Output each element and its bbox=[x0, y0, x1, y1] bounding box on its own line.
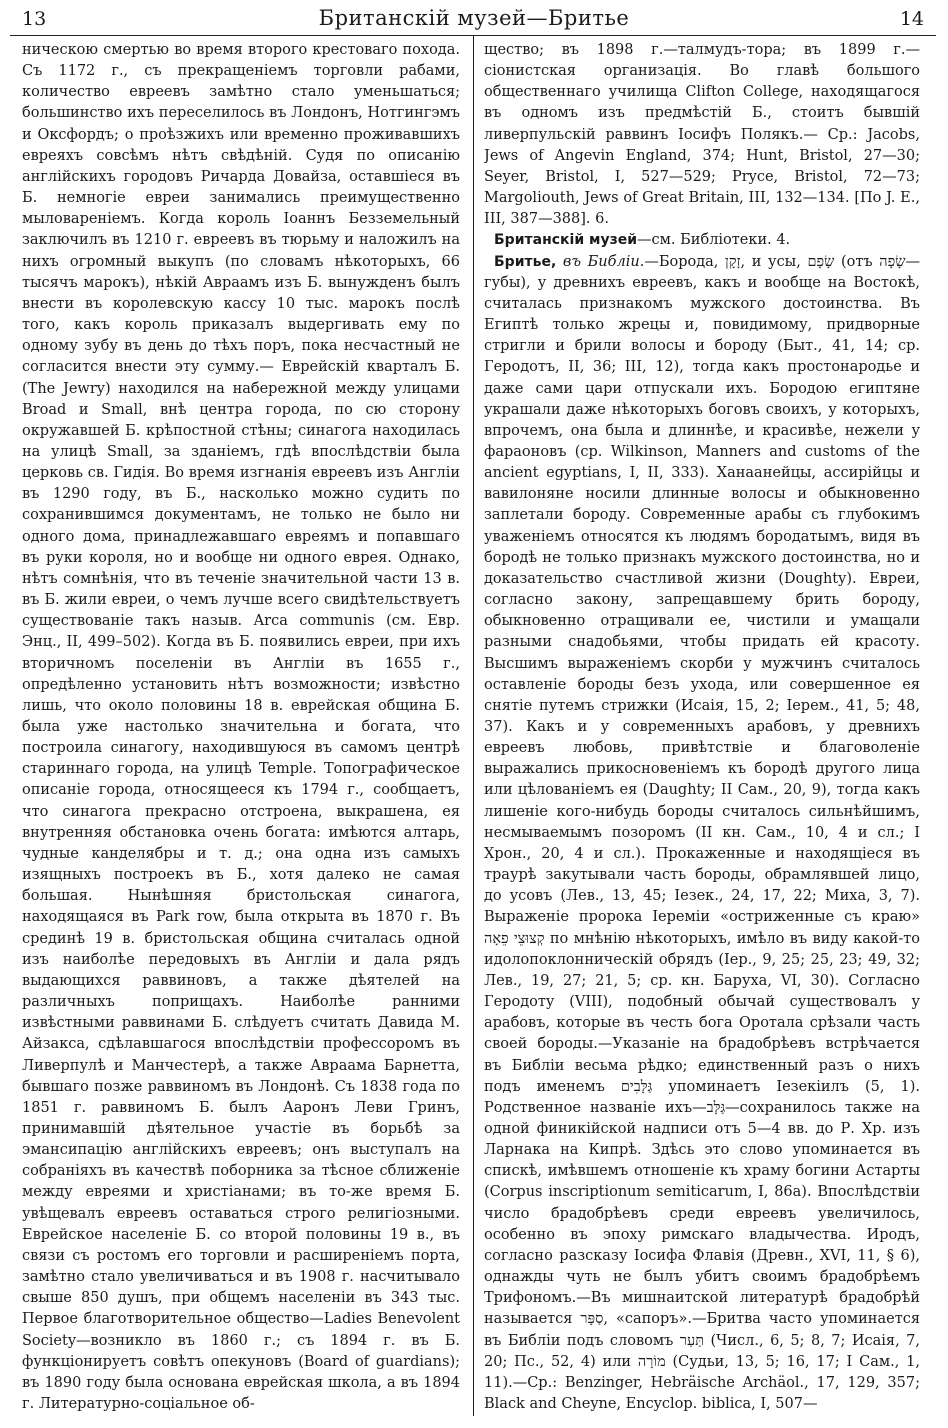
entry-shaving bbox=[484, 252, 920, 1416]
entry-headword: Британскій музей bbox=[494, 232, 638, 249]
right-page-number: 14 bbox=[899, 8, 924, 30]
entry-subhead: въ Библіи. bbox=[562, 253, 645, 270]
entry-headword: Бритье, bbox=[494, 253, 557, 270]
column-divider bbox=[473, 36, 474, 1416]
page-header bbox=[0, 4, 948, 34]
entry-text: —Борода, זָקָן, и усы, שָׂפָם (отъ שָׂפָה—губы), у древнихъ евреевъ, какъ и вообще на Востокѣ, считалась признакомъ мужского достоинства. Въ Египтѣ только жрецы и, повидимому, придворные стригли и брили волосы и бороду (Быт., 41, 14; ср. Геродотъ, II, 36; III, 12), тогда какъ простонародье и даже сами цари отпускали ихъ. Бородою египтяне украшали даже нѣкоторыхъ боговъ своихъ, у которыхъ, впрочемъ, она была и длиннѣе, и красивѣе, нежели у фараоновъ (ср. Wilkinson, Manners and customs of the ancient egyptians, I, II, 333). Ханаанейцы, ассирійцы и вавилоняне носили длинные волосы и обыкновенно заплетали бороду. Современные арабы съ глубокимъ уваженіемъ относятся къ людямъ бородатымъ, видя въ бородѣ не только признакъ мужского достоинства, но и доказательство счастливой жизни (Doughty). Евреи, согласно закону, запрещавшему брить бороду, обыкновенно отращивали ее, чистили и умащали разными снадобьями, чтобы придать ей красоту. Высшимъ выраженіемъ скорби у мужчинъ считалось оставленіе бороды безъ ухода, или совершенное ея снятіе путемъ стрижки (Исаія, 15, 2; Іерем., 41, 5; 48, 37). Какъ и у современныхъ арабовъ, у древнихъ евреевъ любовь, привѣтствіе и благоволеніе выражались прикосновеніемъ къ бородѣ другого лица или цѣлованіемъ ея (Daughty; II Сам., 20, 9), тогда какъ лишеніе кого-нибудь бороды считалось сильнѣйшимъ, несмываемымъ позоромъ (II кн. Сам., 10, 4 и сл.; I Хрон., 20, 4 и сл.). Прокаженные и находящіеся въ траурѣ закутывали часть бороды, обрамлявшей лицо, до усовъ (Лев., 13, 45; Іезек., 24, 17, 22; Миха, 3, 7). Выраженіе пророка Іереміи «остриженные съ краю» קְצוּצֵי פֵאָה по мнѣнію нѣкоторыхъ, имѣло въ виду какой-то идолопоклонническій обрядъ (Іер., 9, 25; 25, 23; 49, 32; Лев., 19, 27; 21, 5; ср. кн. Баруха, VI, 30). Согласно Геродоту (VIII), подобный обычай существовалъ у арабовъ, которые въ честь бога Оротала срѣзали часть своей бороды.—Указаніе на брадобрѣевъ встрѣчается въ Библіи весьма рѣдко; единственный разъ о нихъ подъ именемъ גַּלָּבִים упоминаетъ Іезекіилъ (5, 1). Родственное названіе ихъ—גַּלָּב—сохранилось также на одной финикійской надписи отъ 5—4 вв. до Р. Хр. изъ Ларнака на Кипрѣ. Здѣсь это слово упоминается въ спискѣ, имѣвшемъ отношеніе къ храму богини Астарты (Corpus inscriptionum semiticarum, I, 86а). Впослѣдствіи число брадобрѣевъ среди евреевъ увеличилось, особенно въ эпоху римскаго владычества. Иродъ, согласно разсказу Іосифа Флавія (Древн., XVI, 11, § 6), однажды чуть не былъ убитъ своимъ брадобрѣемъ Трифономъ.—Въ мишнаитской литературѣ брадобрѣй называется סַפָּר, «сапоръ».—Бритва часто упоминается въ Библіи подъ словомъ תַּעַר (Числ., 6, 5; 8, 7; Исаія, 7, 20; Пс., 52, 4) или מוֹרָה (Судьи, 13, 5; 16, 17; I Сам., 1, 11).—Ср.: Benzinger, Hebräische Archäol., 17, 129, 357; Black and Cheyne, Encyclop. biblica, I, 507— bbox=[484, 253, 920, 1412]
left-page-number: 13 bbox=[22, 8, 47, 30]
running-title: Британскій музей—Бритье bbox=[318, 6, 630, 30]
entry-text: —см. Библіотеки. 4. bbox=[637, 232, 791, 249]
left-column-text: ническою смертью во время второго крестоваго похода. Съ 1172 г., съ прекращеніемъ торговли рабами, количество евреевъ замѣтно стало уменьшаться; большинство ихъ переселилось въ Лондонъ, Нотгингэмъ и Оксфордъ; о проѣзжихъ или временно проживавшихъ евреяхъ совсѣмъ нѣтъ свѣдѣній. Судя по описанію англійскихъ городовъ Ричарда Довайза, оставшіеся въ Б. немногіе евреи занимались преимущественно мыловареніемъ. Когда король Іоаннъ Безземельный заключилъ въ 1210 г. евреевъ въ тюрьму и наложилъ на нихъ огромный выкупъ (по словамъ нѣкоторыхъ, 66 тысячъ марокъ), нѣкій Авраамъ изъ Б. вынужденъ былъ внести въ королевскую кассу 10 тыс. марокъ послѣ того, какъ король приказалъ выдергивать ему по одному зубу въ день до тѣхъ поръ, пока несчастный не согласится внести эту сумму.— Еврейскій кварталъ Б. (The Jewry) находился на набережной между улицами Broad и Small, внѣ центра города, по сю сторону окружавшей Б. крѣпостной стѣны; синагога находилась на улицѣ Small, за зданіемъ, гдѣ впослѣдствіи была церковь св. Гидія. Во время изгнанія евреевъ изъ Англіи въ 1290 году, въ Б., насколько можно судить по сохранившимся документамъ, не только не было ни одного дома, принадлежавшаго евреямъ и попавшаго въ руки короля, но и вообще ни одного еврея. Однако, нѣтъ сомнѣнія, что въ теченіе значительной части 13 в. въ Б. жили евреи, о чемъ лучше всего свидѣтельствуетъ существованіе такъ назыв. Arca communis (см. Евр. Энц., II, 499–502). Когда въ Б. появились евреи, при ихъ вторичномъ поселеніи въ Англіи въ 1655 г., опредѣленно установить нѣтъ возможности; извѣстно лишь, что около половины 18 в. еврейская община Б. была уже настолько значительна и богата, что построила синагогу, находившуюся въ самомъ центрѣ стариннаго города, на улицѣ Temple. Топографическое описаніе города, относящееся къ 1794 г., сообщаетъ, что синагога прекрасно отстроена, выкрашена, ея внутренняя обстановка очень богата: имѣются алтарь, чудные канделябры и т. д.; она одна изъ самыхъ изящныхъ построекъ въ Б., хотя далеко не самая большая. Нынѣшняя бристольская синагога, находящаяся въ Park row, была открыта въ 1870 г. Въ срединѣ 19 в. бристольская община считалась одной изъ наиболѣе передовыхъ въ Англіи и дала рядъ выдающихся раввиновъ, а также дѣятелей на различныхъ поприщахъ. Наиболѣе ранними извѣстными раввинами Б. слѣдуетъ считать Давида М. Айзакса, сдѣлавшагося впослѣдствіи профессоромъ въ Ливерпулѣ и Манчестерѣ, а также Авраама Барнетта, бывшаго позже раввиномъ въ Лондонѣ. Съ 1838 года по 1851 г. раввиномъ Б. былъ Ааронъ Леви Гринъ, принимавшій дѣятельное участіе въ борьбѣ за эмансипацію англійскихъ евреевъ; онъ выступалъ на собраніяхъ въ качествѣ поборника за тѣсное сближеніе между евреями и христіанами; въ то-же время Б. увѣщевалъ евреевъ оставаться строго религіозными. Еврейское населеніе Б. со второй половины 19 в., въ связи съ ростомъ его торговли и расширеніемъ порта, замѣтно стало увеличиваться и въ 1908 г. насчитывало свыше 850 душъ, при общемъ населеніи въ 343 тыс. Первое благотворительное общество—Ladies Benevolent Society—возникло въ 1860 г.; съ 1894 г. въ Б. функціонируетъ совѣтъ опекуновъ (Board of guardians); въ 1890 году была основана еврейская школа, а въ 1894 г. Литературно-соціальное об- bbox=[22, 42, 460, 1412]
entry-british-museum bbox=[484, 230, 920, 251]
left-column bbox=[22, 40, 460, 1418]
right-column-intro: щество; въ 1898 г.—талмудъ-тора; въ 1899 г.—сіонистская организація. Во главѣ большого общественнаго училища Clifton College, находящагося въ одномъ изъ предмѣстій Б., стоитъ бывшій ливерпульскій раввинъ Іосифъ Полякъ.— Ср.: Jacobs, Jews of Angevin England, 374; Hunt, Bristol, 27—30; Seyer, Bristol, I, 527—529; Pryce, Bristol, 72—73; Margoliouth, Jews of Great Britain, III, 132—134. [По J. E., III, 387—388]. 6. bbox=[484, 42, 920, 228]
right-column bbox=[484, 40, 920, 1418]
